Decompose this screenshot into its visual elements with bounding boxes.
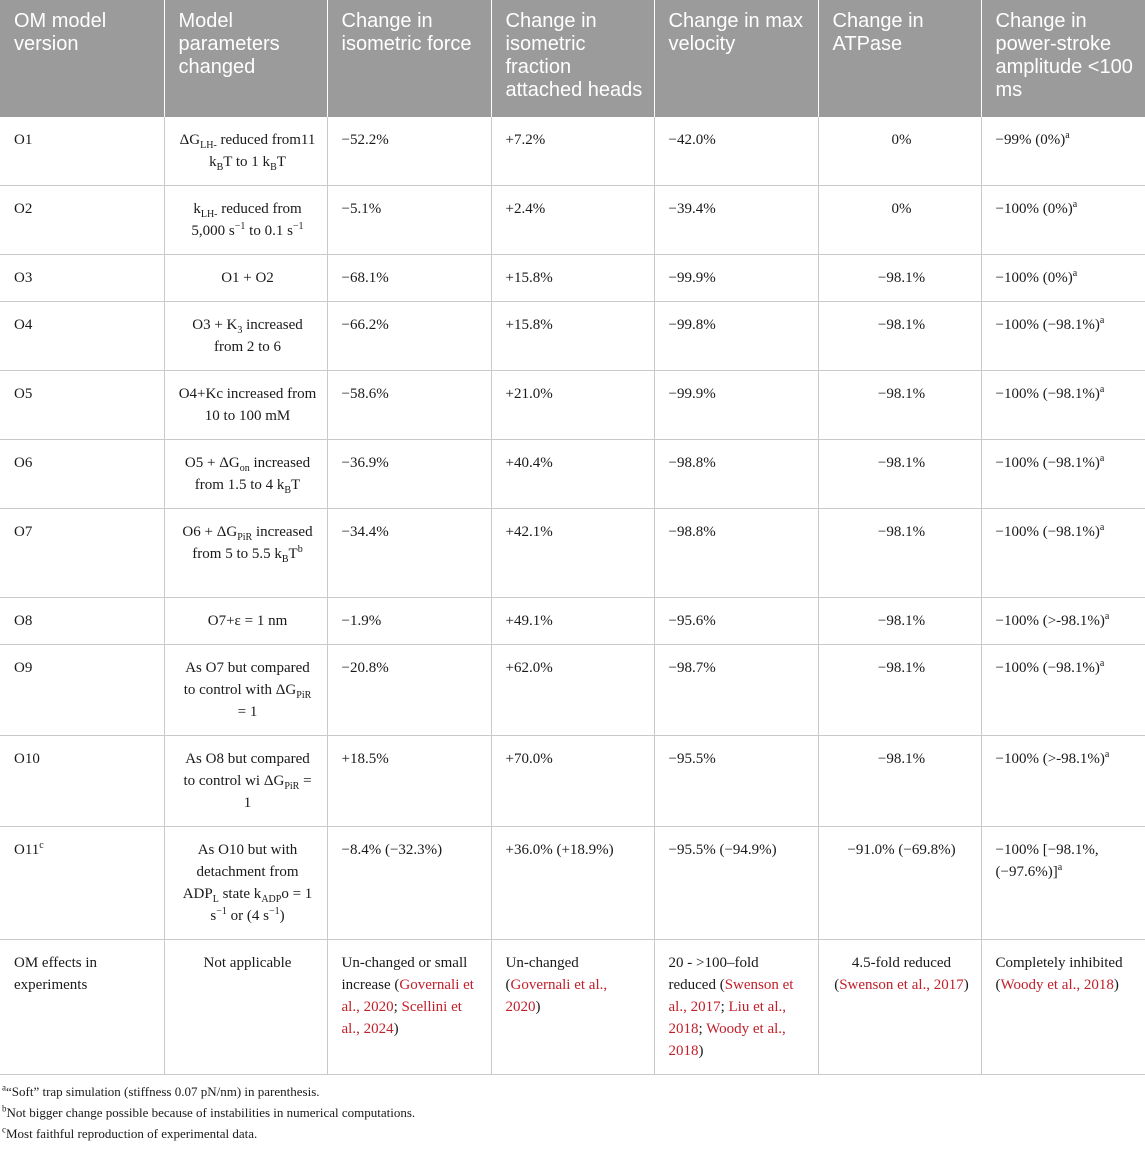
cell-fraction: +49.1% [491,598,654,645]
reference-link[interactable]: Liu et al., 2018 [668,999,786,1037]
cell-velocity: −98.8% [654,440,818,509]
cell-velocity: −95.5% (−94.9%) [654,827,818,940]
table-row [0,255,1145,302]
footnote: $^c$Most faithful reproduction of experimental data. [2,1124,258,1141]
cell-force: −36.9% [327,440,491,509]
header-velocity: Change in max velocity [654,0,818,117]
cell-params: $O6 + \Delta G_{PiR}$ increased from 5 to 5.5 $k_BT^b$ [164,509,327,598]
table-row [0,736,1145,827]
cell-atpase: 0% [818,117,981,186]
reference-link[interactable]: Governali et al., 2020 [341,977,474,1015]
cell-params: As O10 but with detachment from $ADP_L$ state $k_{ADP}o = 1$ $s^{-1}$ or (4 $s^{-1}$) [164,827,327,940]
table-row [0,117,1145,186]
cell-powerstroke: −100% [−98.1%, (−97.6%)]$^a$ [981,827,1145,940]
cell-powerstroke: −100% $(-98.1\%)^a$ [981,440,1145,509]
cell-force: +18.5% [327,736,491,827]
cell-params: Not applicable [164,940,327,1075]
cell-version: O5 [0,371,164,440]
header-params: Model parameters changed [164,0,327,117]
cell-powerstroke: −100% $(-98.1\%)^a$ [981,509,1145,598]
cell-powerstroke: −100% $(-98.1\%)^a$ [981,302,1145,371]
footnote: $^b$Not bigger change possible because of instabilities in numerical computations. [2,1103,416,1120]
cell-velocity: −95.6% [654,598,818,645]
cell-powerstroke: −100% (>-98.1%)$^a$ [981,736,1145,827]
cell-atpase: −91.0% (−69.8%) [818,827,981,940]
cell-fraction: +2.4% [491,186,654,255]
cell-force: −8.4% (−32.3%) [327,827,491,940]
cell-fraction: +62.0% [491,645,654,736]
cell-atpase: −98.1% [818,598,981,645]
cell-powerstroke: −100% (>-98.1%)$^a$ [981,598,1145,645]
cell-powerstroke: −100% $(-98.1\%)^a$ [981,371,1145,440]
reference-link[interactable]: Governali et al., 2020 [505,977,608,1015]
cell-fraction: +40.4% [491,440,654,509]
reference-link[interactable]: Woody et al., 2018 [668,1021,786,1059]
cell-atpase: −98.1% [818,509,981,598]
cell-velocity: 20 - >100–fold reduced (Swenson et al., 2017; Liu et al., 2018; Woody et al., 2018) [654,940,818,1075]
cell-fraction: Un-changed (Governali et al., 2020) [491,940,654,1075]
cell-powerstroke: −99% $(0\%)^a$ [981,117,1145,186]
cell-powerstroke: −100% $(0\%)^a$ [981,255,1145,302]
cell-powerstroke: Completely inhibited (Woody et al., 2018) [981,940,1145,1075]
cell-version: O7 [0,509,164,598]
cell-force: −58.6% [327,371,491,440]
header-force: Change in isometric force [327,0,491,117]
header-powerstroke: Change in power-stroke amplitude <100 ms [981,0,1145,117]
cell-force: −52.2% [327,117,491,186]
cell-velocity: −99.9% [654,371,818,440]
cell-params: O1 + O2 [164,255,327,302]
cell-fraction: +7.2% [491,117,654,186]
cell-atpase: −98.1% [818,645,981,736]
cell-force: Un-changed or small increase (Governali et al., 2020; Scellini et al., 2024) [327,940,491,1075]
cell-params: $O5 + \Delta G_{on}$ increased from 1.5 to 4 $k_BT$ [164,440,327,509]
cell-velocity: −42.0% [654,117,818,186]
cell-version: O9 [0,645,164,736]
cell-atpase: −98.1% [818,371,981,440]
cell-powerstroke: −100% $(0\%)^a$ [981,186,1145,255]
cell-force: −5.1% [327,186,491,255]
table-row [0,509,1145,598]
cell-version: O8 [0,598,164,645]
header-atpase: Change in ATPase [818,0,981,117]
cell-atpase: −98.1% [818,440,981,509]
header-row [0,0,1145,117]
cell-fraction: +21.0% [491,371,654,440]
cell-fraction: +42.1% [491,509,654,598]
table-row [0,371,1145,440]
cell-fraction: +15.8% [491,302,654,371]
cell-params: O4+Kc increased from 10 to 100 mM [164,371,327,440]
cell-velocity: −98.7% [654,645,818,736]
cell-velocity: −95.5% [654,736,818,827]
cell-version: O2 [0,186,164,255]
cell-atpase: −98.1% [818,255,981,302]
cell-fraction: +15.8% [491,255,654,302]
experiments-row [0,940,1145,1075]
cell-powerstroke: −100% $(-98.1\%)^a$ [981,645,1145,736]
cell-params: As O7 but compared to control with $\Delta G_{PiR} = 1$ [164,645,327,736]
cell-version: OM effects in experiments [0,940,164,1075]
cell-velocity: −99.8% [654,302,818,371]
cell-velocity: −39.4% [654,186,818,255]
cell-version: O4 [0,302,164,371]
cell-version: O10 [0,736,164,827]
cell-params: As O8 but compared to control wi $\Delta G_{PiR} = 1$ [164,736,327,827]
table-row [0,440,1145,509]
cell-force: −20.8% [327,645,491,736]
footnotes [0,1075,1145,1144]
reference-link[interactable]: Swenson et al., 2017 [668,977,794,1015]
cell-params: O7+ε = 1 nm [164,598,327,645]
cell-atpase: 4.5-fold reduced (Swenson et al., 2017) [818,940,981,1075]
cell-atpase: 0% [818,186,981,255]
cell-atpase: −98.1% [818,736,981,827]
table-row [0,598,1145,645]
cell-params: $\Delta G_{LH-}$ reduced from11 $k_BT$ to 1 $k_BT$ [164,117,327,186]
cell-version: O1 [0,117,164,186]
cell-fraction: +70.0% [491,736,654,827]
reference-link[interactable]: Scellini et al., 2024 [341,999,462,1037]
reference-link[interactable]: Swenson et al., 2017 [839,977,964,993]
cell-velocity: −99.9% [654,255,818,302]
cell-force: −1.9% [327,598,491,645]
cell-atpase: −98.1% [818,302,981,371]
header-version: OM model version [0,0,164,117]
cell-force: −68.1% [327,255,491,302]
cell-fraction: +36.0% (+18.9%) [491,827,654,940]
cell-params: $O3 + K_3$ increased from 2 to 6 [164,302,327,371]
cell-version: O3 [0,255,164,302]
header-fraction: Change in isometric fraction attached heads [491,0,654,117]
table-row [0,186,1145,255]
cell-velocity: −98.8% [654,509,818,598]
cell-force: −34.4% [327,509,491,598]
table-row [0,645,1145,736]
cell-force: −66.2% [327,302,491,371]
reference-link[interactable]: Woody et al., 2018 [1000,977,1114,993]
table-row [0,827,1145,940]
cell-params: $k_{LH-}$ reduced from 5,000 $s^{-1}$ to 0.1 $s^{-1}$ [164,186,327,255]
footnote: $^a$“Soft” trap simulation (stiffness 0.07 pN/nm) in parenthesis. [2,1082,320,1099]
table-row [0,302,1145,371]
cell-version: O6 [0,440,164,509]
cell-version: O11$^c$ [0,827,164,940]
